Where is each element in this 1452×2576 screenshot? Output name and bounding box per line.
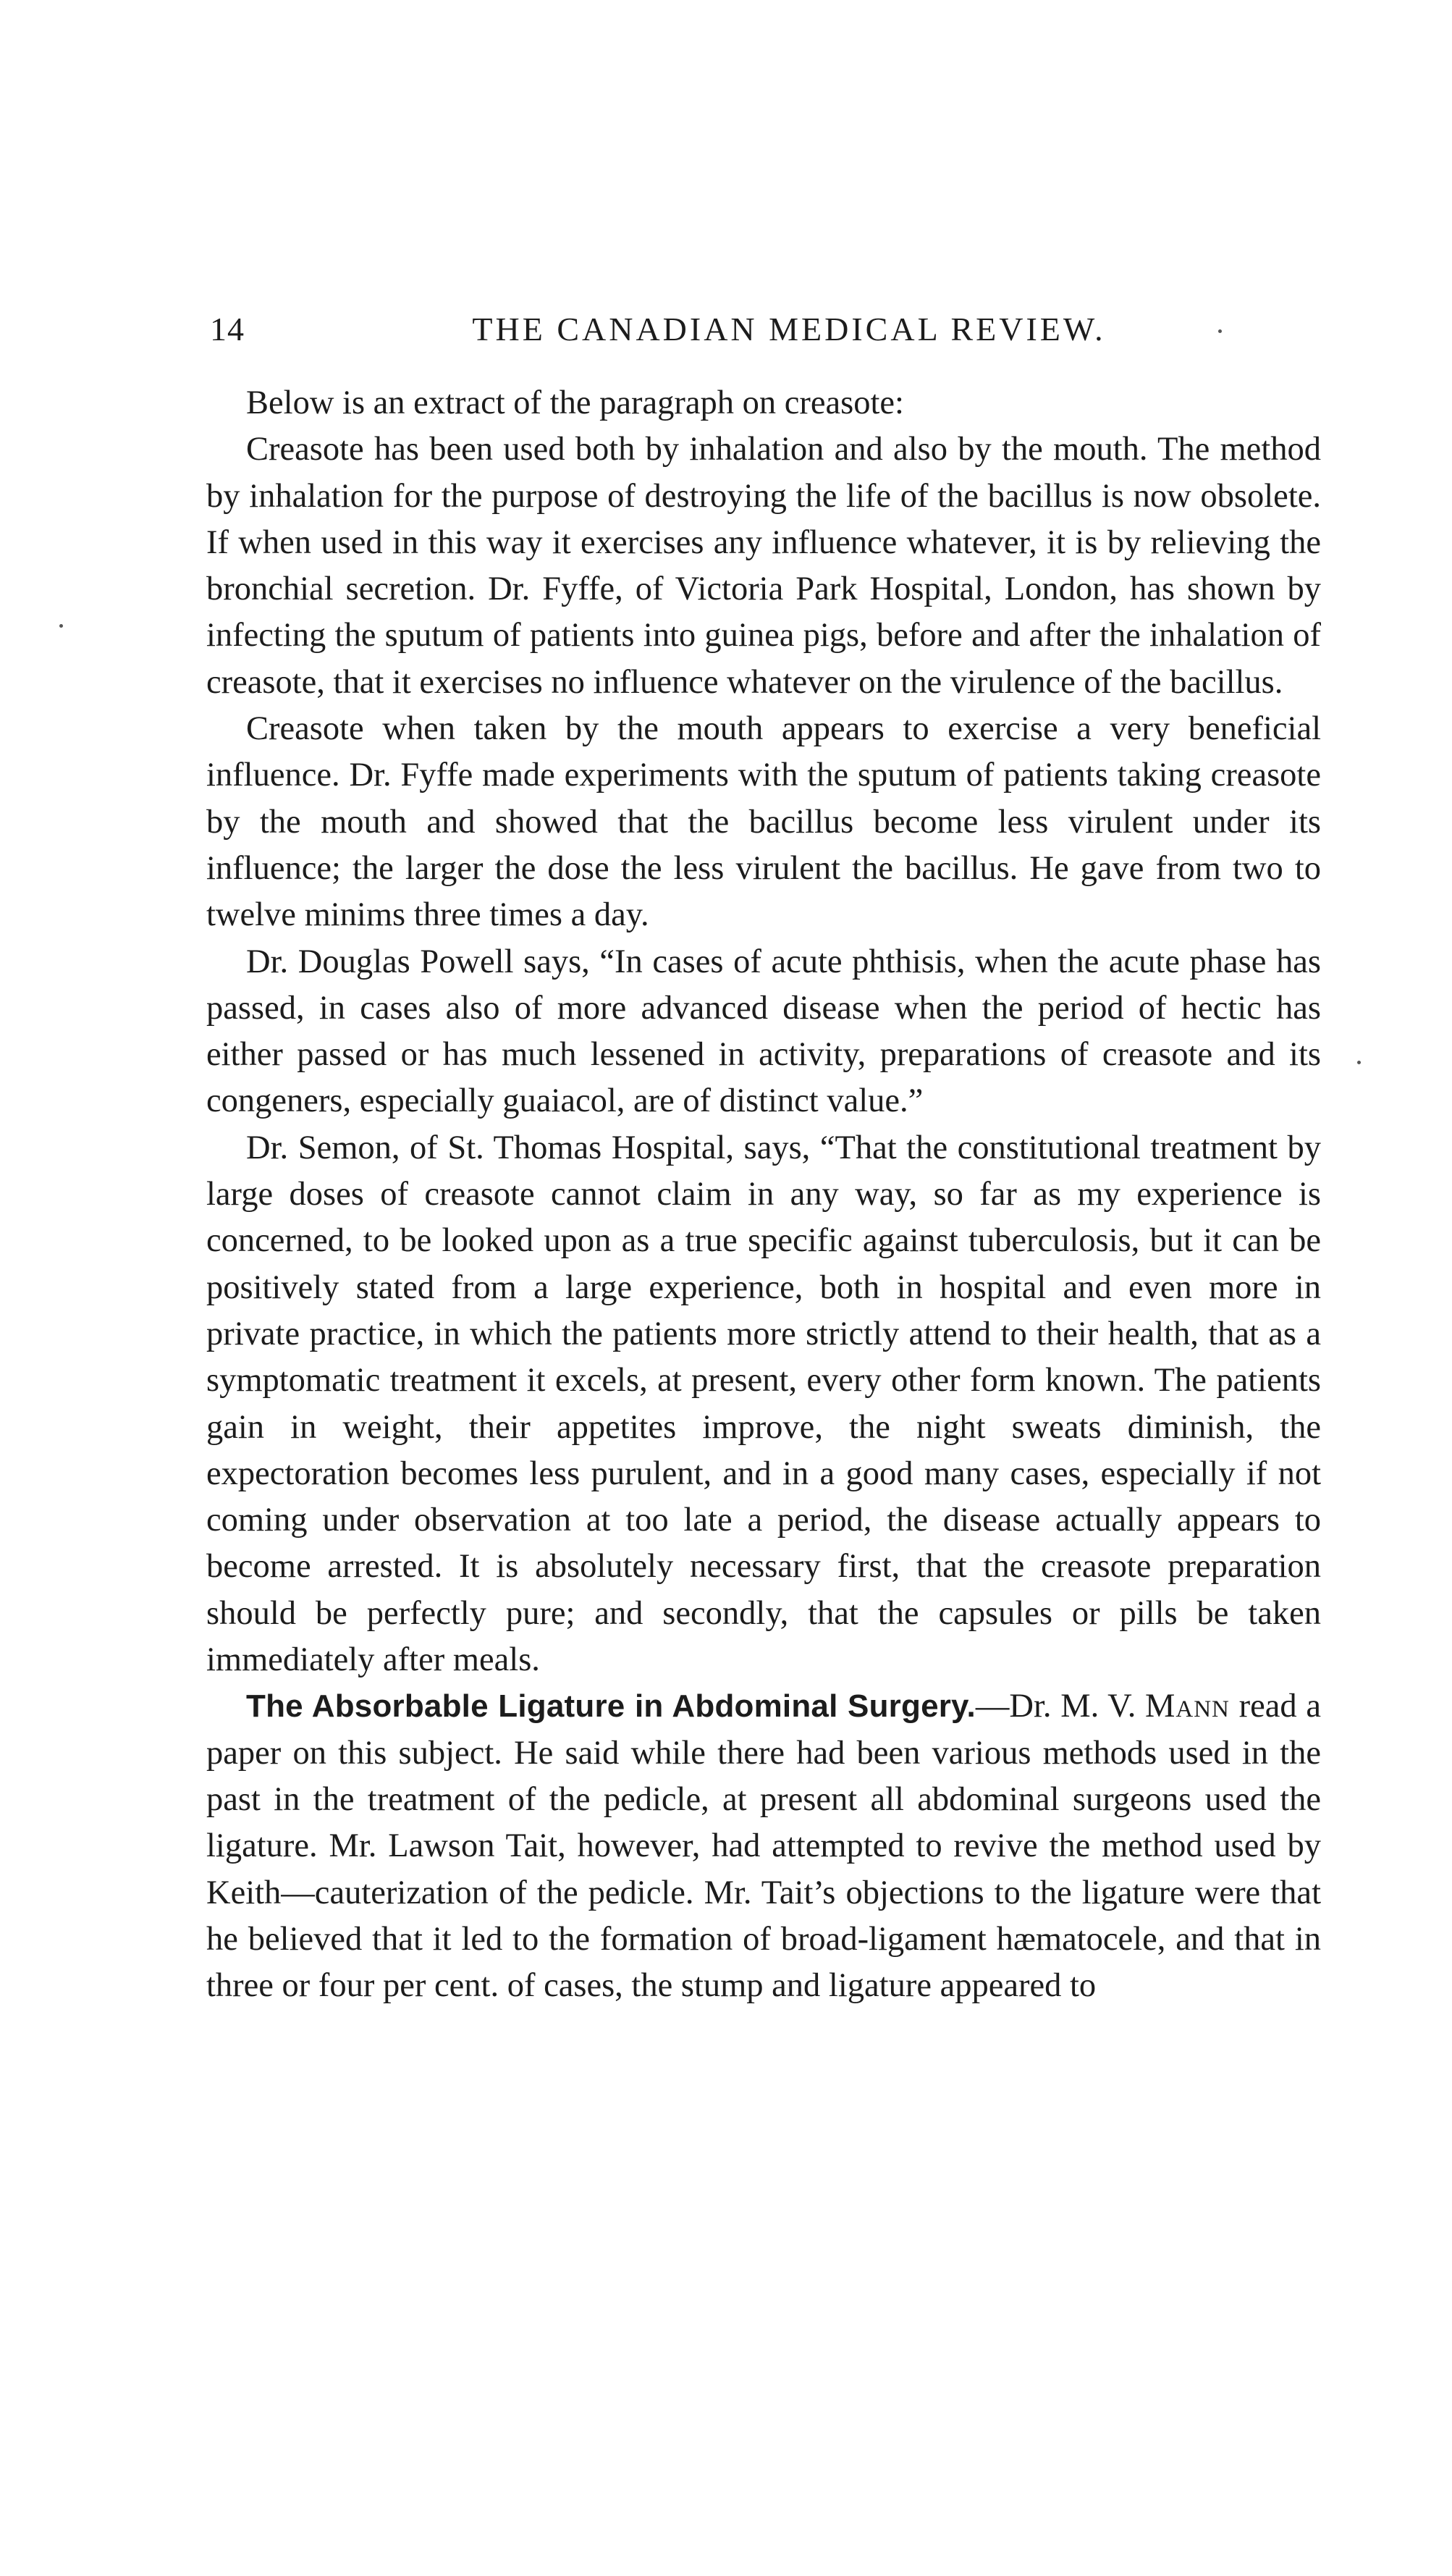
print-speck [1218, 329, 1222, 333]
paragraph-oral-creasote: Creasote when taken by the mouth appears to exercise a very beneficial influence. Dr. Fyffe made experiments with the sputum of patients taking creasote by the mouth and showed that the bacillus become less virulent under its influence; the larger the dose the less virulent the bacillus. He gave from two to twelve minims three times a day. [206, 710, 1321, 934]
section-heading: The Absorbable Ligature in Abdominal Surgery. [246, 1688, 976, 1725]
running-head [210, 304, 1325, 355]
section-byline: —Dr. M. V. [975, 1688, 1146, 1725]
paragraph-inhalation: Creasote has been used both by inhalation and also by the mouth. The method by inhalation for the purpose of destroying the life of the bacillus is now obsolete. If when used in this way it exercises any influence whatever, it is by relieving the bronchial secretion. Dr. Fyffe, of Victoria Park Hospital, London, has shown by infecting the sputum of patients into guinea pigs, before and after the inhalation of creasote, that it exercises no influence whatever on the virulence of the bacillus. [206, 431, 1321, 701]
article-body [206, 380, 1321, 2009]
paragraph-semon-quote: Dr. Semon, of St. Thomas Hospital, says, “That the constitutional treatment by large doses of creasote cannot claim in any way, so far as my experience is concerned, to be looked upon as a true specific against tuberculosis, but it can be positively stated from a large experience, both in hospital and even more in private practice, in which the patients more strictly attend to their health, that as a symptomatic treatment it excels, at present, every other form known. The patients gain in weight, their appetites improve, the night sweats diminish, the expectoration becomes less purulent, and in a good many cases, especially if not coming under observation at too late a period, the disease actually appears to become arrested. It is absolutely necessary first, that the creasote preparation should be perfectly pure; and secondly, that the capsules or pills be taken immediately after meals. [206, 1129, 1321, 1679]
print-speck [59, 624, 63, 628]
author-surname: Mann [1145, 1688, 1230, 1725]
paragraph-ligature-section [206, 1683, 1321, 2009]
paragraph-intro: Below is an extract of the paragraph on creasote: [246, 384, 904, 421]
print-speck [1357, 1061, 1361, 1064]
page-number: 14 [210, 311, 245, 348]
journal-title: THE CANADIAN MEDICAL REVIEW. [472, 311, 1106, 348]
section-text: read a paper on this subject. He said while there had been various methods used in the past in the treatment of the pedicle, at present all abdominal surgeons used the ligature. Mr. Lawson Tait, however, had attempted to revive the method used by Keith—cauterization of the pedicle. Mr. Tait’s objections to the ligature were that he believed that it led to the formation of broad-ligament hæmatocele, and that in three or four per cent. of cases, the stump and ligature appeared to [206, 1688, 1321, 2005]
paragraph-powell-quote: Dr. Douglas Powell says, “In cases of acute phthisis, when the acute phase has passed, in cases also of more advanced disease when the period of hectic has either passed or has much lessened in activity, preparations of creasote and its congeners, especially guaiacol, are of distinct value.” [206, 943, 1321, 1120]
